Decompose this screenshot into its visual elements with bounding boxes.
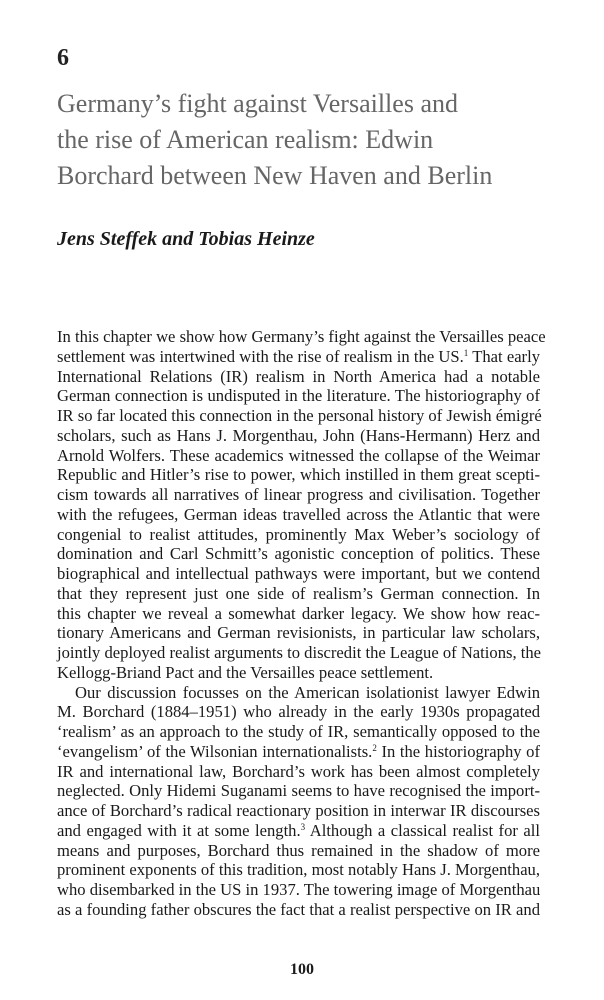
chapter-title-line: Germany’s fight against Versailles and <box>57 89 458 118</box>
text-line: Our discussion focusses on the American isolationist lawyer Edwin <box>75 682 540 702</box>
text-line: ‘evangelism’ of the Wilsonian internationalists.$^2$ In the historiography of <box>57 741 541 761</box>
text-line: IR so far located this connection in the personal history of Jewish émigré <box>57 406 542 425</box>
text-line: domination and Carl Schmitt’s agonistic conception of politics. These <box>57 544 540 564</box>
text-line: German connection is undisputed in the literature. The historiography of <box>57 386 540 406</box>
text-line: who disembarked in the US in 1937. The towering image of Morgenthau <box>57 880 541 899</box>
text-line: tionary Americans and German revisionists, in particular law scholars, <box>57 623 540 643</box>
body-text <box>57 327 546 920</box>
text-line: that they represent just one side of realism’s German connection. In <box>57 583 540 603</box>
footnote-marker[interactable]: 3 <box>300 822 306 833</box>
text-line: settlement was intertwined with the rise of realism in the US.$^1$ That early <box>57 346 540 366</box>
chapter-title-line: the rise of American realism: Edwin <box>57 125 434 154</box>
chapter-title-line: Borchard between New Haven and Berlin <box>57 161 493 190</box>
text-line: jointly deployed realist arguments to discredit the League of Nations, the <box>57 643 542 662</box>
text-line: Kellogg-Briand Pact and the Versailles peace settlement. <box>57 662 434 682</box>
text-line: IR and international law, Borchard’s work has been almost completely <box>57 761 540 781</box>
text-line: with the refugees, German ideas travelled across the Atlantic that were <box>57 504 540 524</box>
text-line: ance of Borchard’s radical reactionary position in interwar IR discourses <box>57 801 540 820</box>
footnote-marker[interactable]: 2 <box>372 743 377 754</box>
text-line: means and purposes, Borchard thus remained in the shadow of more <box>57 840 540 860</box>
text-line: scholars, such as Hans J. Morgenthau, John (Hans-Hermann) Herz and <box>57 425 540 445</box>
text-line: congenial to realist attitudes, prominently Max Weber’s sociology of <box>57 524 540 544</box>
text-line: International Relations (IR) realism in North America had a notable <box>57 366 540 386</box>
text-line: as a founding father obscures the fact that a realist perspective on IR and <box>57 899 540 919</box>
text-line: and engaged with it at some length.$^3$ Although a classical realist for all <box>57 820 541 840</box>
chapter-number: 6 <box>57 45 69 71</box>
chapter-authors: Jens Steffek and Tobias Heinze <box>57 228 315 250</box>
text-line: prominent exponents of this tradition, most notably Hans J. Morgenthau, <box>57 860 540 880</box>
page-number: 100 <box>290 961 314 978</box>
chapter-title <box>57 86 557 194</box>
text-line: cism towards all narratives of linear progress and civilisation. Together <box>57 485 540 504</box>
text-line: In this chapter we show how Germany’s fight against the Versailles peace <box>57 327 546 346</box>
text-line: Arnold Wolfers. These academics witnessed the collapse of the Weimar <box>57 445 540 465</box>
text-line: neglected. Only Hidemi Suganami seems to have recognised the import- <box>57 781 540 801</box>
text-line: this chapter we reveal a somewhat darker legacy. We show how reac- <box>57 603 540 623</box>
text-line: ‘realism’ as an approach to the study of IR, semantically opposed to the <box>57 722 540 741</box>
text-line: Republic and Hitler’s rise to power, which instilled in them great scepti- <box>57 465 540 485</box>
text-line: biographical and intellectual pathways were important, but we contend <box>57 564 540 583</box>
footnote-marker[interactable]: 1 <box>463 348 469 359</box>
text-line: M. Borchard (1884–1951) who already in the early 1930s propagated <box>57 702 540 722</box>
